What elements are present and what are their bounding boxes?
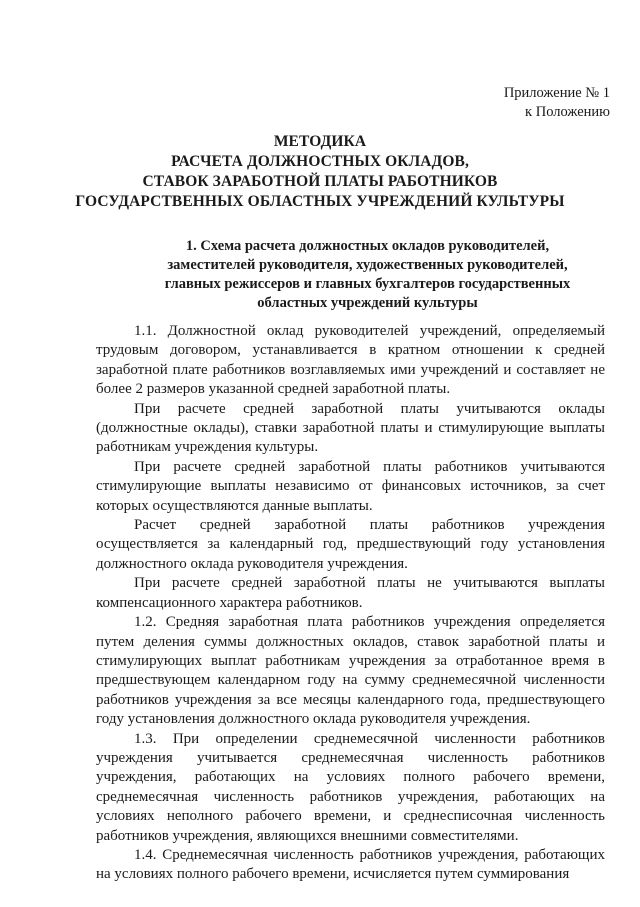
- appendix-regulation: к Положению: [525, 104, 610, 120]
- paragraph: 1.1. Должностной оклад руководителей учреждений, определяемый трудовым договором, устанавливается в кратном отношении к средней заработной плате работников возглавляемых ими учреждений и составляет не более 2 размеров указанной средней заработной платы.: [96, 323, 605, 398]
- section-heading-line-4: областных учреждений культуры: [257, 295, 478, 311]
- paragraph: При расчете средней заработной платы не учитываются выплаты компенсационного характера работников.: [96, 575, 605, 611]
- section-heading-line-2: заместителей руководителя, художественных руководителей,: [167, 257, 568, 273]
- paragraph: При расчете средней заработной платы работников учитываются стимулирующие выплаты независимо от финансовых источников, за счет которых осуществляются данные выплаты.: [96, 458, 605, 514]
- paragraph: 1.4. Среднемесячная численность работников учреждения, работающих на условиях полного рабочего времени, исчисляется путем суммирования: [96, 846, 605, 883]
- title-line-3: СТАВОК ЗАРАБОТНОЙ ПЛАТЫ РАБОТНИКОВ: [142, 173, 498, 190]
- title-line-2: РАСЧЕТА ДОЛЖНОСТНЫХ ОКЛАДОВ,: [171, 153, 469, 170]
- title-line-4: ГОСУДАРСТВЕННЫХ ОБЛАСТНЫХ УЧРЕЖДЕНИЙ КУЛЬТУРЫ: [75, 193, 565, 210]
- paragraph: 1.2. Средняя заработная плата работников учреждения определяется путем деления суммы должностных окладов, ставок заработной платы и стимулирующих выплат работникам учреждения за отработанное время в предшествующем календарном году на сумму среднемесячной численности работников учреждения за все месяцы календарного года, предшествующего году установления должностного оклада руководителя учреждения.: [96, 614, 605, 728]
- paragraph: При расчете средней заработной платы учитываются оклады (должностные оклады), ставки заработной платы и стимулирующие выплаты работникам учреждения культуры.: [96, 400, 605, 456]
- section-heading-line-1: 1. Схема расчета должностных окладов руководителей,: [185, 238, 550, 254]
- section-heading: [140, 237, 595, 313]
- paragraph: Расчет средней заработной платы работников учреждения осуществляется за календарный год, предшествующий году установления должностного оклада руководителя учреждения.: [96, 517, 605, 572]
- paragraph: 1.3. При определении среднемесячной численности работников учреждения учитывается среднемесячная численность работников учреждения, работающих на условиях полного рабочего времени, среднемесячная численность работников учреждения, работающих на условиях неполного рабочего времени, и среднесписочная численность работников учреждения, являющихся внешними совместителями.: [96, 730, 605, 844]
- appendix-reference: [504, 84, 610, 122]
- appendix-number: Приложение № 1: [503, 85, 610, 101]
- document-title: [0, 132, 640, 212]
- document-body: [96, 322, 605, 885]
- section-heading-line-3: главных режиссеров и главных бухгалтеров государственных: [164, 276, 571, 292]
- title-line-1: МЕТОДИКА: [273, 133, 367, 150]
